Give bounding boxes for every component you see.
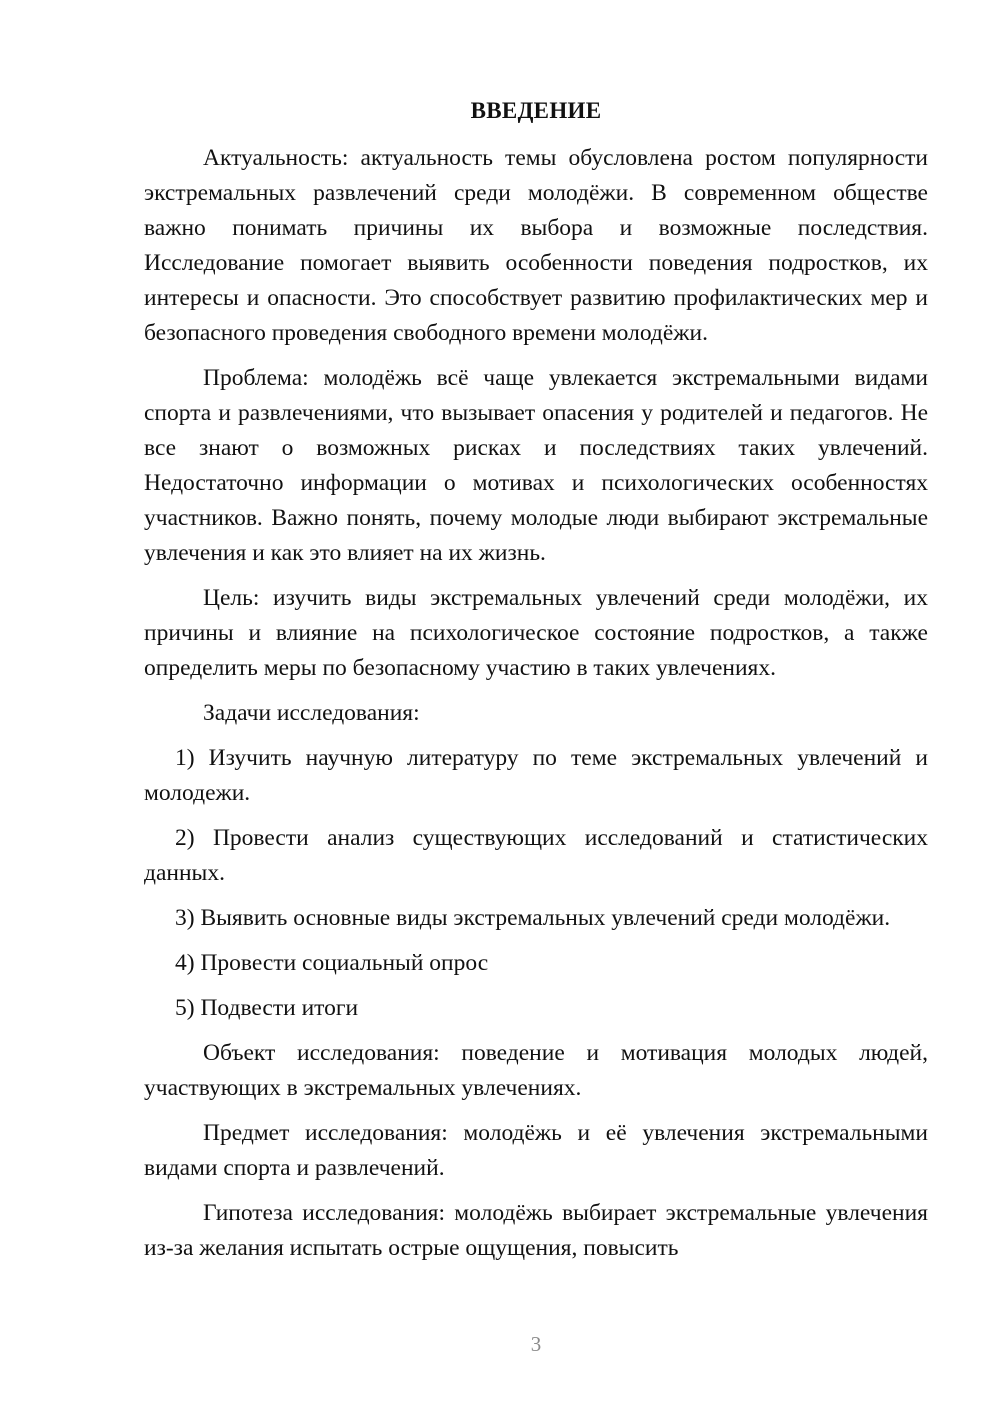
paragraph-relevance: Актуальность: актуальность темы обусловлена ростом популярности экстремальных развлечений среди молодёжи. В современном обществе важно понимать причины их выбора и возможные последствия. Исследование помогает выявить особенности поведения подростков, их интересы и опасности. Это способствует развитию профилактических мер и безопасного проведения свободного времени молодёжи. [144,145,928,346]
task-item: 2) Провести анализ существующих исследований и статистических данных. [144,825,928,886]
paragraph-subject: Предмет исследования: молодёжь и её увлечения экстремальными видами спорта и развлечений. [144,1120,928,1181]
task-item: 3) Выявить основные виды экстремальных увлечений среди молодёжи. [175,905,891,931]
task-item: 1) Изучить научную литературу по теме экстремальных увлечений и молодежи. [144,745,928,806]
page-number: 3 [530,1332,542,1356]
paragraph-hypothesis: Гипотеза исследования: молодёжь выбирает экстремальные увлечения из-за желания испытать острые ощущения, повысить [144,1200,928,1261]
body-text [144,141,928,1266]
task-item: 4) Провести социальный опрос [175,950,489,976]
tasks-heading: Задачи исследования: [203,700,420,726]
paragraph-object: Объект исследования: поведение и мотивация молодых людей, участвующих в экстремальных увлечениях. [144,1040,928,1101]
paragraph-goal: Цель: изучить виды экстремальных увлечений среди молодёжи, их причины и влияние на психологическое состояние подростков, а также определить меры по безопасному участию в таких увлечениях. [144,585,928,681]
paragraph-problem: Проблема: молодёжь всё чаще увлекается экстремальными видами спорта и развлечениями, что вызывает опасения у родителей и педагогов. Не все знают о возможных рисках и последствиях таких увлечений. Недостаточно информации о мотивах и психологических особенностях участников. Важно понять, почему молодые люди выбирают экстремальные увлечения и как это влияет на их жизнь. [144,365,928,566]
task-item: 5) Подвести итоги [175,995,359,1021]
page-title: ВВЕДЕНИЕ [470,98,602,123]
